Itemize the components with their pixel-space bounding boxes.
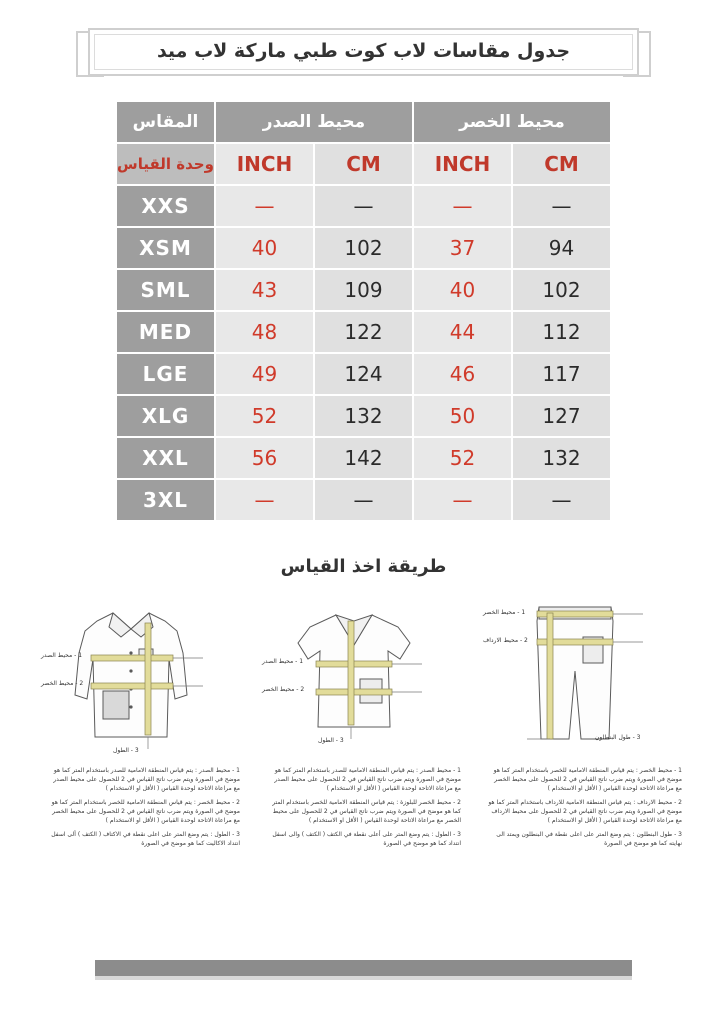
- cell-chest-inch: 48: [215, 311, 314, 353]
- header-chest-cm: CM: [314, 143, 413, 185]
- header-waist-inch: INCH: [413, 143, 512, 185]
- cell-chest-cm: —: [314, 479, 413, 521]
- note-3: 3 - الطول : يتم وضع المتر على أعلى نقطة في الكتف ( الكتف ) والى اسفل انتداد كما هو موضح في الصورة: [272, 831, 461, 847]
- table-row: [116, 479, 611, 521]
- header-chest: محيط الصدر: [215, 101, 413, 143]
- cell-chest-inch: 40: [215, 227, 314, 269]
- cell-chest-inch: 52: [215, 395, 314, 437]
- table-row: [116, 269, 611, 311]
- label-length: 3 - الطول: [113, 747, 139, 754]
- note-3: 3 - طول البنطلون : يتم وضع المتر على اعلى نقطة في البنطلون ويمتد الى نهايته كما هو موضح في الصورة: [496, 831, 682, 847]
- guide-title: طريقة اخذ القياس: [280, 556, 447, 577]
- cell-chest-cm: 122: [314, 311, 413, 353]
- cell-size: XXS: [116, 185, 215, 227]
- guide-panel-scrub-top: [256, 587, 471, 853]
- cell-waist-inch: —: [413, 185, 512, 227]
- cell-waist-cm: 127: [512, 395, 611, 437]
- header-waist: محيط الخصر: [413, 101, 611, 143]
- table-group-header-row: [116, 101, 611, 143]
- cell-chest-inch: 43: [215, 269, 314, 311]
- lab-coat-icon: [35, 587, 250, 762]
- header-unit-label: وحدة القياس: [116, 143, 215, 185]
- note-2: 2 - محيط الخصر : يتم قياس المنطقة الامامية للخصر باستخدام المتر كما هو موضح في الصورة ويتم ضرب ناتج القياس في 2 للحصول على محيط الخصر مع مراعاة الاتاحة لوحدة القياس ( الأقل او الاستخدام ): [51, 799, 240, 824]
- table-unit-header-row: [116, 143, 611, 185]
- scrub-top-icon: [256, 587, 471, 762]
- scrub-top-notes: [256, 762, 471, 848]
- header-chest-inch: INCH: [215, 143, 314, 185]
- note-3: 3 - الطول : يتم وضع المتر على اعلى نقطة في الاكتاف ( الكتف ) ألى اسفل انتداد الاكاليت كما هو موضح في الصورة: [51, 831, 240, 847]
- cell-chest-inch: 56: [215, 437, 314, 479]
- table-row: [116, 227, 611, 269]
- note-2: 2 - محيط الارداف : يتم قياس المنطقة الامامية للارداف باستخدام المتر كما هو موضح في الصورة ويتم ضرب ناتج القياس في 2 للحصول على محيط الارداف مع مراعاة الاتاحة لوحدة القياس ( الأقل او الاستخدام ): [488, 799, 682, 824]
- measurement-guide: [0, 556, 727, 853]
- note-1: 1 - محيط الصدر : يتم قياس المنطقة الامامية للصدر باستخدام المتر كما هو موضح في الصورة ويتم ضرب ناتج القياس في 2 للحصول على محيط الصدر مع مراعاة الاتاحة لوحدة القياس ( الأقل او الاستخدام ): [274, 767, 461, 792]
- scrub-top-figure: [256, 587, 471, 762]
- label-length: 3 - الطول: [318, 737, 344, 744]
- label-pant-length: 3 - طول البنطلون: [595, 734, 641, 741]
- guide-panels: [0, 587, 727, 853]
- lab-coat-figure: [35, 587, 250, 762]
- cell-size: XSM: [116, 227, 215, 269]
- note-1: 1 - محيط الصدر : يتم قياس المنطقة الامامية للصدر باستخدام المتر كما هو موضح في الصورة ويتم ضرب ناتج القياس في 2 للحصول على محيط الصدر مع مراعاة الاتاحة لوحدة القياس ( الأقل او الاستخدام ): [53, 767, 240, 792]
- cell-size: 3XL: [116, 479, 215, 521]
- scrub-pants-notes: [477, 762, 692, 848]
- lab-coat-notes: [35, 762, 250, 848]
- guide-panel-lab-coat: [35, 587, 250, 853]
- cell-waist-inch: 50: [413, 395, 512, 437]
- label-waist: 2 - محيط الخصر: [41, 680, 84, 687]
- cell-waist-inch: 40: [413, 269, 512, 311]
- cell-size: SML: [116, 269, 215, 311]
- cell-waist-inch: 44: [413, 311, 512, 353]
- label-chest: 1 - محيط الصدر: [262, 658, 304, 665]
- note-2: 2 - محيط الخصر للبلوزة : يتم قياس المنطقة الامامية للخصر باستخدام المتر كما هو موضح في الصورة ويتم ضرب ناتج القياس في 2 للحصول على محيط الخصر مع مراعاة الاتاحة لوحدة القياس ( الأقل او الاستخدام ): [272, 799, 461, 824]
- cell-size: MED: [116, 311, 215, 353]
- cell-waist-cm: 94: [512, 227, 611, 269]
- cell-size: XLG: [116, 395, 215, 437]
- cell-chest-cm: 109: [314, 269, 413, 311]
- cell-size: LGE: [116, 353, 215, 395]
- label-chest: 1 - محيط الصدر: [41, 652, 83, 659]
- header-waist-cm: CM: [512, 143, 611, 185]
- size-chart-body: [116, 185, 611, 521]
- size-chart-table-wrapper: [115, 100, 612, 522]
- size-chart-table: [115, 100, 612, 522]
- footer-bar: [95, 960, 632, 976]
- note-1: 1 - محيط الخصر : يتم قياس المنطقة الامامية للخصر باستخدام المتر كما هو موضح في الصورة ويتم ضرب ناتج القياس في 2 للحصول على محيط الخصر مع مراعاة الاتاحة لوحدة القياس ( الأقل او الاستخدام ): [493, 767, 682, 792]
- table-row: [116, 395, 611, 437]
- table-row: [116, 353, 611, 395]
- header-size: المقاس: [116, 101, 215, 143]
- label-waist: 1 - محيط الخصر: [483, 609, 526, 616]
- cell-waist-inch: 52: [413, 437, 512, 479]
- label-waist: 2 - محيط الخصر: [262, 686, 305, 693]
- title-box: [88, 28, 639, 76]
- table-row: [116, 437, 611, 479]
- cell-waist-cm: —: [512, 479, 611, 521]
- cell-chest-cm: 102: [314, 227, 413, 269]
- table-row: [116, 185, 611, 227]
- cell-chest-inch: —: [215, 185, 314, 227]
- cell-waist-cm: 132: [512, 437, 611, 479]
- table-row: [116, 311, 611, 353]
- cell-waist-inch: 37: [413, 227, 512, 269]
- label-hips: 2 - محيط الارداف: [483, 637, 528, 644]
- page-title: جدول مقاسات لاب كوت طبي ماركة لاب ميد: [156, 40, 571, 62]
- cell-waist-cm: —: [512, 185, 611, 227]
- scrub-pants-figure: [477, 587, 692, 762]
- cell-chest-cm: 132: [314, 395, 413, 437]
- cell-size: XXL: [116, 437, 215, 479]
- cell-waist-cm: 112: [512, 311, 611, 353]
- cell-waist-inch: —: [413, 479, 512, 521]
- guide-panel-scrub-pants: [477, 587, 692, 853]
- cell-chest-cm: 124: [314, 353, 413, 395]
- cell-waist-inch: 46: [413, 353, 512, 395]
- cell-chest-inch: —: [215, 479, 314, 521]
- cell-chest-cm: 142: [314, 437, 413, 479]
- cell-chest-inch: 49: [215, 353, 314, 395]
- title-banner: [88, 28, 639, 76]
- cell-waist-cm: 102: [512, 269, 611, 311]
- cell-waist-cm: 117: [512, 353, 611, 395]
- cell-chest-cm: —: [314, 185, 413, 227]
